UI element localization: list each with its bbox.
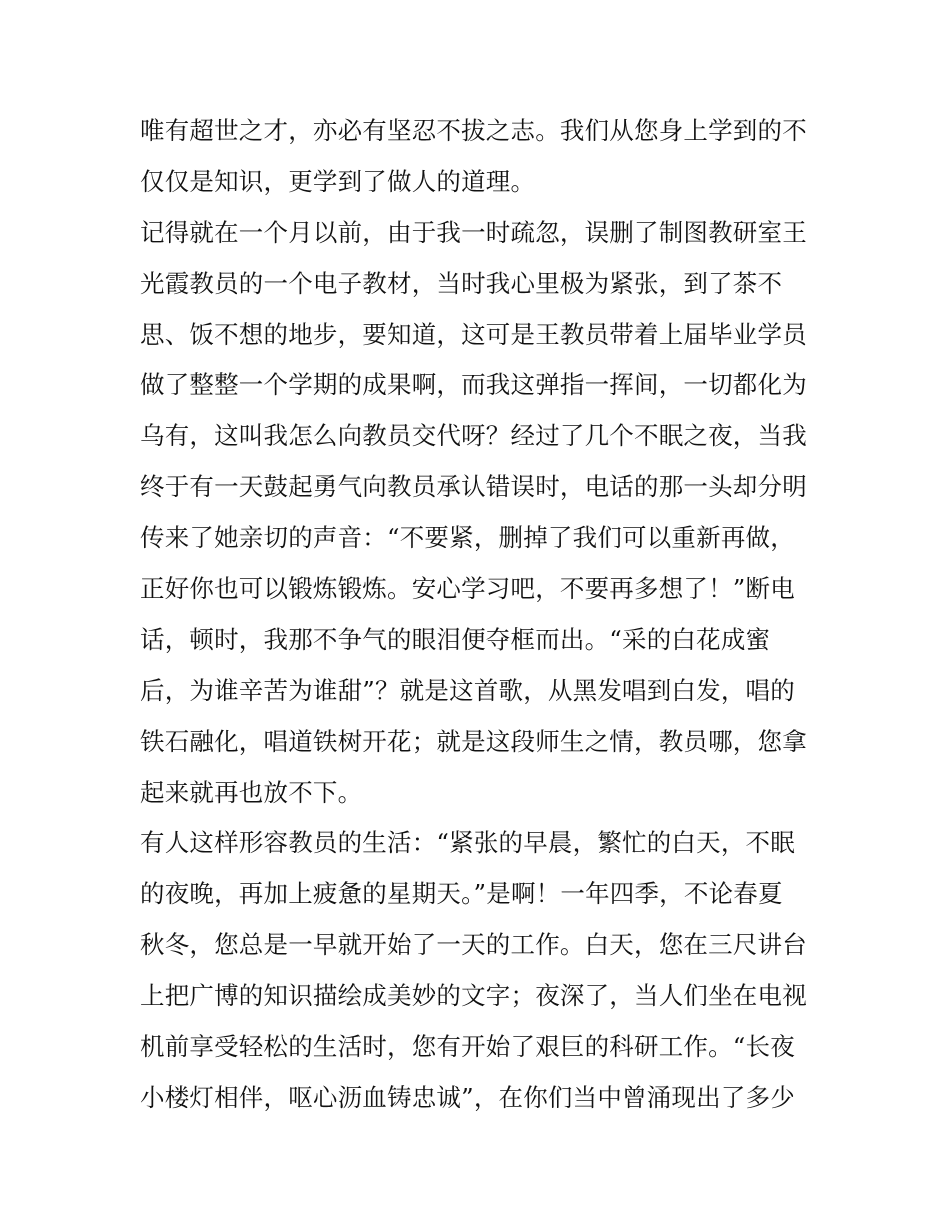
text-line: 的夜晚，再加上疲惫的星期天。”是啊！一年四季，不论春夏	[140, 879, 783, 909]
text-line: 后，为谁辛苦为谁甜”？就是这首歌，从黑发唱到白发，唱的	[140, 675, 795, 705]
text-line: 思、饭不想的地步，要知道，这可是王教员带着上届毕业学员	[140, 319, 807, 349]
text-line: 秋冬，您总是一早就开始了一天的工作。白天，您在三尺讲台	[140, 930, 807, 960]
text-line: 光霞教员的一个电子教材，当时我心里极为紧张，到了茶不	[140, 268, 783, 298]
text-line: 终于有一天鼓起勇气向教员承认错误时，电话的那一头却分明	[140, 472, 807, 502]
body-text	[140, 106, 820, 1124]
text-line: 上把广博的知识描绘成美妙的文字；夜深了，当人们坐在电视	[140, 981, 807, 1011]
text-line: 做了整整一个学期的成果啊，而我这弹指一挥间，一切都化为	[140, 370, 807, 400]
text-line: 乌有，这叫我怎么向教员交代呀？经过了几个不眠之夜，当我	[140, 421, 807, 451]
text-line: 话，顿时，我那不争气的眼泪便夺框而出。“采的白花成蜜	[140, 624, 771, 654]
text-line: 有人这样形容教员的生活：“紧张的早晨，繁忙的白天，不眠	[140, 828, 795, 858]
text-line: 铁石融化，唱道铁树开花；就是这段师生之情，教员哪，您拿	[140, 726, 807, 756]
text-line: 机前享受轻松的生活时，您有开始了艰巨的科研工作。“长夜	[140, 1032, 795, 1062]
text-line: 正好你也可以锻炼锻炼。安心学习吧，不要再多想了！”断电	[140, 574, 795, 604]
text-line: 仅仅是知识，更学到了做人的道理。	[140, 166, 536, 196]
text-line: 传来了她亲切的声音：“不要紧，删掉了我们可以重新再做，	[140, 523, 795, 553]
text-line: 唯有超世之才，亦必有坚忍不拔之志。我们从您身上学到的不	[140, 116, 807, 145]
text-line: 起来就再也放不下。	[140, 777, 363, 807]
text-line: 记得就在一个月以前，由于我一时疏忽，误删了制图教研室王	[140, 217, 807, 247]
text-line: 小楼灯相伴，呕心沥血铸忠诚”，在你们当中曾涌现出了多少	[140, 1082, 795, 1112]
